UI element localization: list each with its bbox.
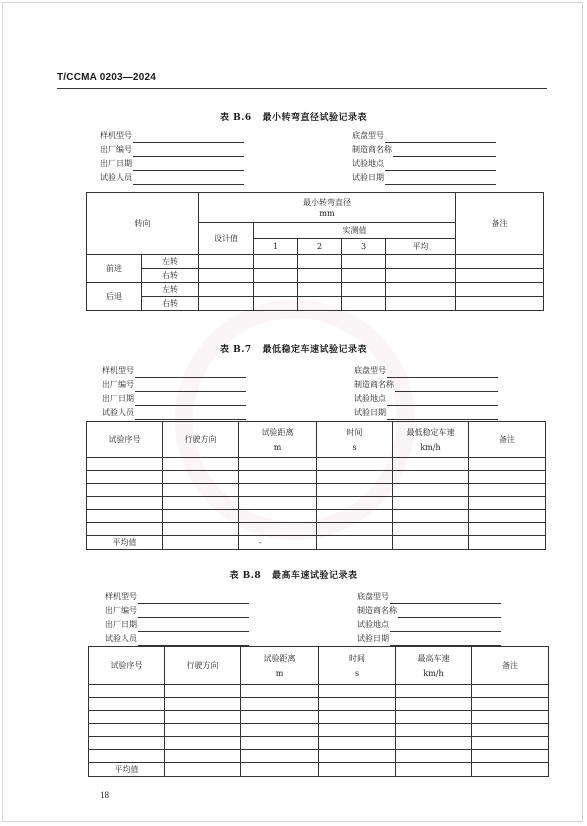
header-remark: 备注 <box>456 193 544 255</box>
info-label: 试验日期 <box>352 173 384 182</box>
info-label: 试验人员 <box>100 173 132 182</box>
table-row <box>89 737 549 750</box>
cell[interactable] <box>241 711 319 724</box>
info-label: 制造商名称 <box>352 145 392 154</box>
page-number: 18 <box>100 790 109 800</box>
fill-line[interactable] <box>135 367 246 378</box>
cell[interactable] <box>87 523 163 536</box>
cell[interactable] <box>163 471 239 484</box>
fill-line[interactable] <box>138 635 249 646</box>
cell[interactable] <box>393 471 469 484</box>
header-unit: m <box>273 442 282 452</box>
table-b8-info-left <box>105 590 249 646</box>
table-b6-number: 表 B.6 <box>219 113 252 123</box>
info-label: 出厂编号 <box>105 606 137 615</box>
cell[interactable] <box>456 297 544 311</box>
cell[interactable] <box>254 269 298 283</box>
fill-line[interactable] <box>393 146 496 157</box>
fill-line[interactable] <box>385 174 496 185</box>
cell[interactable] <box>241 724 319 737</box>
cell[interactable] <box>241 750 319 763</box>
cell[interactable] <box>469 471 546 484</box>
fill-line[interactable] <box>133 174 244 185</box>
header-label: 试验距离 <box>263 653 296 663</box>
cell[interactable] <box>319 698 396 711</box>
cell[interactable] <box>163 484 239 497</box>
cell[interactable] <box>298 297 342 311</box>
fill-line[interactable] <box>385 160 496 171</box>
cell[interactable] <box>89 711 165 724</box>
header-rule <box>57 88 547 89</box>
cell[interactable] <box>165 750 241 763</box>
info-label: 制造商名称 <box>354 380 394 389</box>
table-row <box>87 523 546 536</box>
header-label: 试验距离 <box>261 427 294 437</box>
cell[interactable] <box>472 763 549 777</box>
cell[interactable] <box>241 698 319 711</box>
fill-line[interactable] <box>387 409 498 420</box>
table-row <box>89 698 549 711</box>
cell[interactable] <box>165 737 241 750</box>
info-label: 样机型号 <box>102 366 134 375</box>
header-distance <box>239 422 317 458</box>
header-label: 试验序号 <box>110 661 143 670</box>
info-label: 试验地点 <box>357 620 389 629</box>
table-row <box>89 750 549 763</box>
header-measured-value: 实测值 <box>254 223 456 239</box>
info-label: 试验地点 <box>354 394 386 403</box>
cell[interactable] <box>456 283 544 297</box>
cell[interactable] <box>386 283 456 297</box>
info-label: 样机型号 <box>105 592 137 601</box>
cell[interactable] <box>163 458 239 471</box>
cell[interactable] <box>472 698 549 711</box>
cell[interactable] <box>239 484 317 497</box>
cell[interactable] <box>393 497 469 510</box>
table-b7-info-right <box>354 364 498 420</box>
fill-line[interactable] <box>385 132 496 143</box>
cell[interactable] <box>342 297 386 311</box>
fill-line[interactable] <box>133 146 244 157</box>
info-label: 底盘型号 <box>354 366 386 375</box>
cell[interactable] <box>317 458 393 471</box>
cell[interactable] <box>199 269 254 283</box>
header-distance <box>241 647 319 685</box>
header-remark <box>469 422 546 458</box>
cell[interactable] <box>319 711 396 724</box>
fill-line[interactable] <box>133 160 244 171</box>
fill-line[interactable] <box>138 607 249 618</box>
cell[interactable] <box>165 724 241 737</box>
row-group-backward: 后退 <box>87 283 142 311</box>
header-test-no <box>89 647 165 685</box>
cell[interactable] <box>254 297 298 311</box>
header-test-no <box>87 422 163 458</box>
table-b6 <box>86 192 544 311</box>
info-label: 出厂日期 <box>105 620 137 629</box>
header-label: 行驶方向 <box>186 661 219 670</box>
info-label: 出厂编号 <box>100 145 132 154</box>
cell[interactable] <box>165 698 241 711</box>
cell[interactable] <box>89 737 165 750</box>
header-label: 试验序号 <box>108 435 141 444</box>
cell[interactable] <box>319 685 396 698</box>
cell[interactable] <box>319 750 396 763</box>
fill-line[interactable] <box>390 635 501 646</box>
table-row <box>89 711 549 724</box>
cell[interactable] <box>472 737 549 750</box>
cell[interactable] <box>165 711 241 724</box>
table-b6-title: 最小转弯直径试验记录表 <box>262 113 368 123</box>
header-unit: km/h <box>423 668 444 678</box>
cell[interactable] <box>319 724 396 737</box>
table-b8-info-right <box>357 590 501 646</box>
cell[interactable] <box>393 458 469 471</box>
info-label: 出厂编号 <box>102 380 134 389</box>
header-unit: km/h <box>420 442 441 452</box>
cell[interactable] <box>472 711 549 724</box>
info-label: 试验日期 <box>354 408 386 417</box>
header-measure-1: 1 <box>254 239 298 255</box>
table-b7-title: 最低稳定车速试验记录表 <box>262 345 368 355</box>
header-time <box>317 422 393 458</box>
cell[interactable] <box>241 737 319 750</box>
cell[interactable] <box>469 523 546 536</box>
header-max-speed <box>396 647 472 685</box>
info-label: 底盘型号 <box>352 131 384 140</box>
fill-line[interactable] <box>387 395 498 406</box>
cell[interactable] <box>87 458 163 471</box>
cell[interactable] <box>298 269 342 283</box>
cell[interactable] <box>298 283 342 297</box>
fill-line[interactable] <box>135 395 246 406</box>
cell[interactable] <box>386 297 456 311</box>
average-row <box>89 763 549 777</box>
cell[interactable] <box>241 763 319 777</box>
cell[interactable] <box>199 283 254 297</box>
cell[interactable] <box>163 510 239 523</box>
fill-line[interactable] <box>395 381 498 392</box>
cell[interactable] <box>396 711 472 724</box>
cell[interactable] <box>386 255 456 269</box>
info-label: 出厂日期 <box>102 394 134 403</box>
table-b7 <box>86 421 546 550</box>
header-unit: s <box>352 442 357 452</box>
cell[interactable] <box>254 283 298 297</box>
cell[interactable] <box>317 497 393 510</box>
info-label: 出厂日期 <box>100 159 132 168</box>
header-unit: m <box>275 668 284 678</box>
average-mark: - <box>239 536 317 550</box>
info-label: 试验人员 <box>105 634 137 643</box>
cell[interactable] <box>319 763 396 777</box>
cell[interactable] <box>317 523 393 536</box>
fill-line[interactable] <box>135 381 246 392</box>
cell[interactable] <box>393 536 469 550</box>
table-row <box>87 471 546 484</box>
info-label: 制造商名称 <box>357 606 397 615</box>
table-row <box>87 497 546 510</box>
cell[interactable] <box>317 471 393 484</box>
cell[interactable] <box>239 497 317 510</box>
cell[interactable] <box>199 255 254 269</box>
header-label: 备注 <box>502 661 518 670</box>
row-group-forward: 前进 <box>87 255 142 283</box>
header-min-turning-diameter <box>199 193 456 223</box>
cell[interactable] <box>163 523 239 536</box>
fill-line[interactable] <box>133 132 244 143</box>
fill-line[interactable] <box>390 621 501 632</box>
header-label: 最高车速 <box>417 653 450 663</box>
cell[interactable] <box>317 536 393 550</box>
cell[interactable] <box>456 255 544 269</box>
header-label: 时间 <box>349 653 365 663</box>
header-label: 时间 <box>346 427 363 437</box>
cell[interactable] <box>317 510 393 523</box>
cell[interactable] <box>87 510 163 523</box>
cell[interactable] <box>298 255 342 269</box>
cell[interactable] <box>469 497 546 510</box>
standard-code: T/CCMA 0203—2024 <box>57 72 156 83</box>
table-b8-caption <box>0 568 587 581</box>
info-label: 底盘型号 <box>357 592 389 601</box>
cell[interactable] <box>342 269 386 283</box>
cell[interactable] <box>469 484 546 497</box>
cell[interactable] <box>239 523 317 536</box>
info-label: 试验人员 <box>102 408 134 417</box>
cell[interactable] <box>396 763 472 777</box>
fill-line[interactable] <box>398 607 501 618</box>
header-direction: 转向 <box>87 193 199 255</box>
cell[interactable] <box>342 255 386 269</box>
table-row <box>89 724 549 737</box>
cell[interactable] <box>89 724 165 737</box>
cell[interactable] <box>472 750 549 763</box>
table-b7-info-left <box>102 364 246 420</box>
cell[interactable] <box>469 458 546 471</box>
info-label: 试验日期 <box>357 634 389 643</box>
table-row <box>87 458 546 471</box>
cell[interactable] <box>239 458 317 471</box>
cell[interactable] <box>396 737 472 750</box>
cell[interactable] <box>393 484 469 497</box>
header-time <box>319 647 396 685</box>
cell[interactable] <box>456 269 544 283</box>
cell[interactable] <box>163 536 239 550</box>
cell[interactable] <box>89 685 165 698</box>
cell[interactable] <box>241 685 319 698</box>
cell[interactable] <box>165 763 241 777</box>
cell[interactable] <box>87 497 163 510</box>
table-b6-info-right <box>352 129 496 185</box>
row-label: 右转 <box>142 269 199 283</box>
header-direction <box>165 647 241 685</box>
cell[interactable] <box>317 484 393 497</box>
average-label: 平均值 <box>89 763 165 777</box>
fill-line[interactable] <box>138 621 249 632</box>
table-row <box>89 685 549 698</box>
cell[interactable] <box>393 510 469 523</box>
cell[interactable] <box>342 283 386 297</box>
row-label: 右转 <box>142 297 199 311</box>
cell[interactable] <box>89 698 165 711</box>
table-b6-info-left <box>100 129 244 185</box>
header-label: 最低稳定车速 <box>406 427 455 437</box>
fill-line[interactable] <box>390 593 501 604</box>
cell[interactable] <box>163 497 239 510</box>
cell[interactable] <box>199 297 254 311</box>
cell[interactable] <box>393 523 469 536</box>
cell[interactable] <box>165 685 241 698</box>
header-label: 行驶方向 <box>184 435 217 444</box>
table-b7-number: 表 B.7 <box>219 345 252 355</box>
header-measure-avg: 平均 <box>386 239 456 255</box>
fill-line[interactable] <box>135 409 246 420</box>
header-measure-3: 3 <box>342 239 386 255</box>
row-label: 左转 <box>142 283 199 297</box>
cell[interactable] <box>472 685 549 698</box>
cell[interactable] <box>89 750 165 763</box>
header-unit: s <box>354 668 360 678</box>
fill-line[interactable] <box>387 367 498 378</box>
cell[interactable] <box>239 510 317 523</box>
cell[interactable] <box>396 685 472 698</box>
table-b8-number: 表 B.8 <box>229 571 262 581</box>
table-row <box>87 510 546 523</box>
fill-line[interactable] <box>138 593 249 604</box>
cell[interactable] <box>319 737 396 750</box>
header-direction <box>163 422 239 458</box>
cell[interactable] <box>386 269 456 283</box>
info-label: 样机型号 <box>100 131 132 140</box>
group-unit: mm <box>319 208 335 218</box>
table-b8-title: 最高车速试验记录表 <box>272 571 358 581</box>
header-design-value: 设计值 <box>199 223 254 255</box>
average-label: 平均值 <box>87 536 163 550</box>
table-b8 <box>88 646 549 777</box>
row-label: 左转 <box>142 255 199 269</box>
header-remark <box>472 647 549 685</box>
cell[interactable] <box>396 750 472 763</box>
cell[interactable] <box>239 471 317 484</box>
header-min-stable-speed <box>393 422 469 458</box>
cell[interactable] <box>469 536 546 550</box>
table-row <box>87 484 546 497</box>
cell[interactable] <box>396 724 472 737</box>
group-title: 最小转弯直径 <box>303 197 351 207</box>
header-measure-2: 2 <box>298 239 342 255</box>
table-b6-caption <box>0 110 587 123</box>
cell[interactable] <box>254 255 298 269</box>
cell[interactable] <box>87 471 163 484</box>
cell[interactable] <box>396 698 472 711</box>
table-b7-caption <box>0 342 587 355</box>
cell[interactable] <box>472 724 549 737</box>
average-row <box>87 536 546 550</box>
header-label: 备注 <box>499 435 515 444</box>
cell[interactable] <box>469 510 546 523</box>
info-label: 试验地点 <box>352 159 384 168</box>
cell[interactable] <box>87 484 163 497</box>
